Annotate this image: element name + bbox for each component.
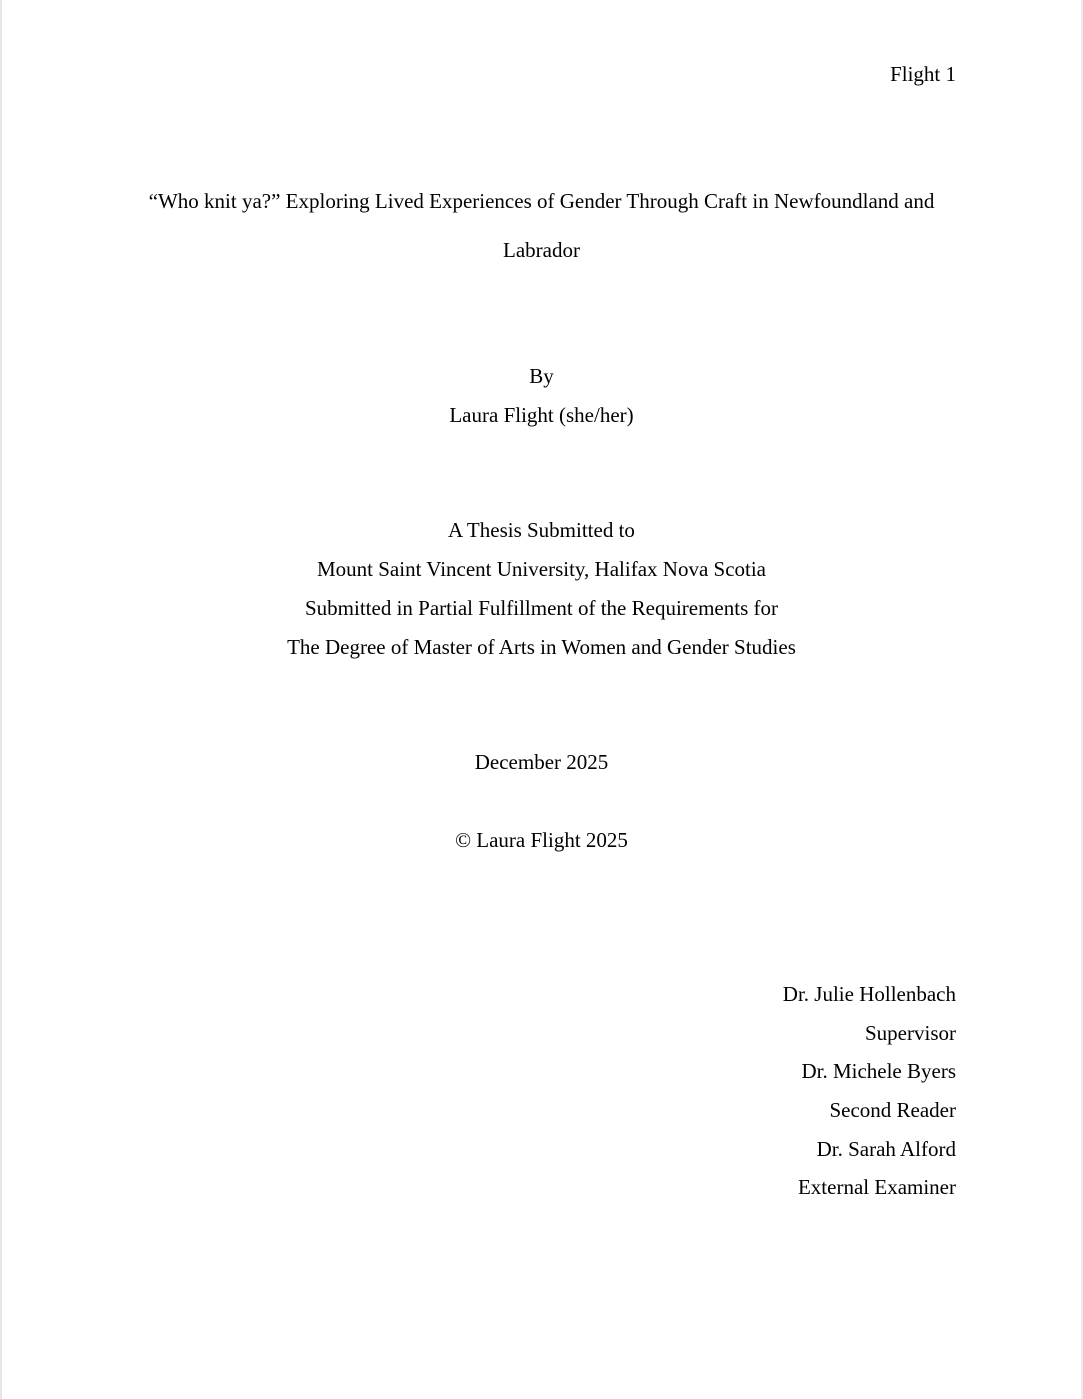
committee-member-role: Supervisor: [865, 1021, 956, 1045]
submission-line-4: The Degree of Master of Arts in Women and Gender Studies: [287, 635, 796, 659]
author-name: Laura Flight (she/her): [449, 403, 634, 427]
submission-line-3: Submitted in Partial Fulfillment of the Requirements for: [304, 596, 778, 620]
submission-line-2: Mount Saint Vincent University, Halifax Nova Scotia: [317, 557, 766, 581]
submission-date: December 2025: [474, 750, 609, 774]
running-head: Flight 1: [890, 62, 956, 86]
committee-member-name: Dr. Sarah Alford: [816, 1137, 956, 1161]
committee-member-name: Dr. Julie Hollenbach: [782, 982, 956, 1006]
committee-member-name: Dr. Michele Byers: [801, 1059, 956, 1083]
copyright-notice: © Laura Flight 2025: [455, 828, 628, 852]
thesis-title-line-1: “Who knit ya?” Exploring Lived Experiences of Gender Through Craft in Newfoundland and: [148, 189, 935, 213]
by-label: By: [529, 364, 554, 388]
committee-member-role: External Examiner: [797, 1175, 956, 1199]
submission-line-1: A Thesis Submitted to: [448, 518, 635, 542]
thesis-title-line-2: Labrador: [503, 238, 580, 262]
committee-member-role: Second Reader: [829, 1098, 956, 1122]
